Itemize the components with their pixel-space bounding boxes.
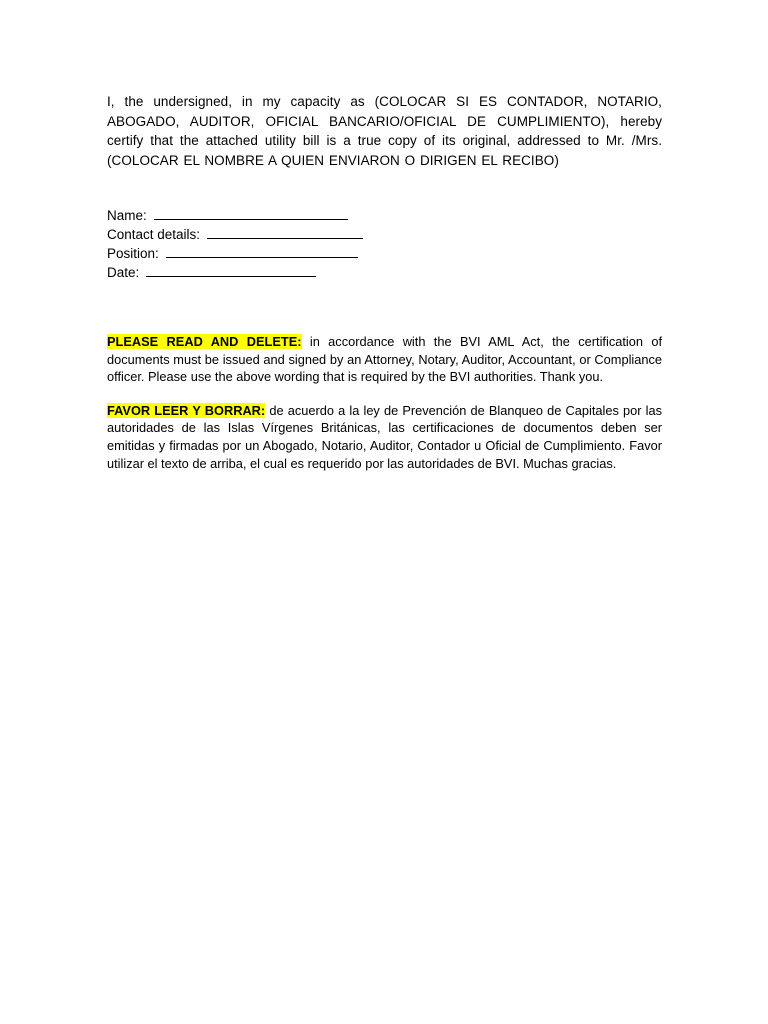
- english-note-text: in accordance with the BVI AML Act, the certification of documents must be issued and signed by an Attorney, Notary, Auditor, Accountant, or Compliance officer. Please use the above wording that is required by the BVI authorities. Thank you.: [107, 334, 662, 385]
- signature-fields: [107, 206, 662, 282]
- spanish-note-highlight: FAVOR LEER Y BORRAR:: [107, 402, 266, 418]
- contact-details-field: [107, 225, 662, 244]
- position-blank-line[interactable]: [166, 244, 358, 258]
- date-label: Date:: [107, 265, 140, 280]
- name-label: Name:: [107, 208, 147, 223]
- date-field: [107, 263, 662, 282]
- spanish-instruction-note: [107, 402, 662, 472]
- english-note-highlight: PLEASE READ AND DELETE:: [107, 334, 302, 349]
- date-blank-line[interactable]: [146, 263, 316, 277]
- position-label: Position:: [107, 246, 159, 261]
- position-field: [107, 244, 662, 263]
- english-instruction-note: [107, 333, 662, 386]
- spanish-note-text: de acuerdo a la ley de Prevención de Blanqueo de Capitales por las autoridades de las Islas Vírgenes Británicas, las certificaciones de documentos deben ser emitidas y firmadas por un Abogado, Notario, Auditor, Contador u Oficial de Cumplimiento. Favor utilizar el texto de arriba, el cual es requerido por las autoridades de BVI. Muchas gracias.: [107, 402, 662, 471]
- contact-details-label: Contact details:: [107, 227, 201, 242]
- certification-paragraph: I, the undersigned, in my capacity as (COLOCAR SI ES CONTADOR, NOTARIO, ABOGADO, AUDITOR, OFICIAL BANCARIO/OFICIAL DE CUMPLIMIENTO), hereby certify that the attached utility bill is a true copy of its original, addressed to Mr. /Mrs. (COLOCAR EL NOMBRE A QUIEN ENVIARON O DIRIGEN EL RECIBO): [107, 94, 662, 168]
- document-page: [107, 92, 662, 472]
- contact-details-blank-line[interactable]: [207, 225, 363, 239]
- name-field: [107, 206, 662, 225]
- name-blank-line[interactable]: [154, 206, 348, 220]
